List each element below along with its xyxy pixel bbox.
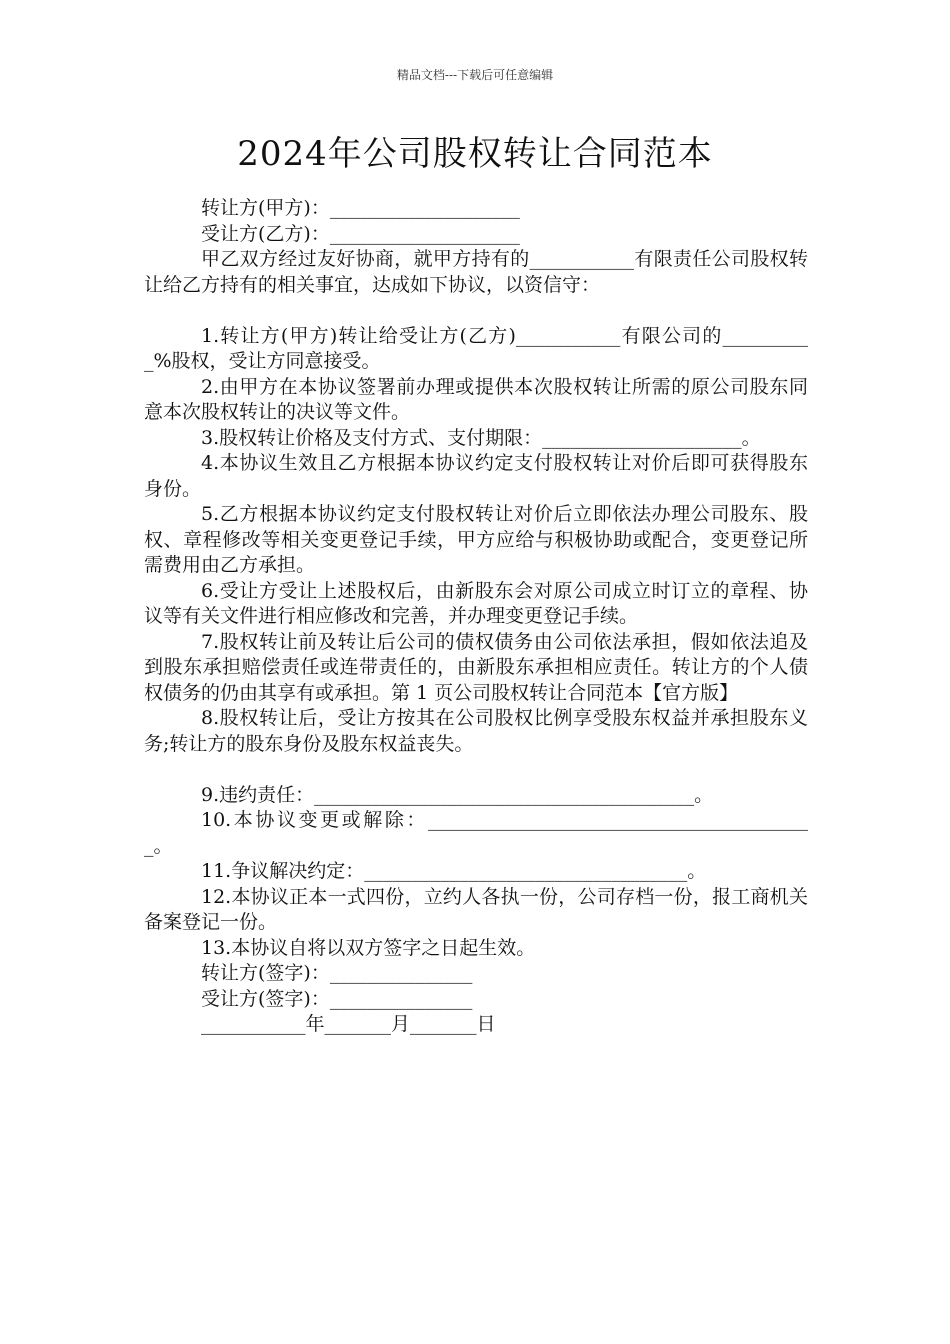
clause-10: 10.本协议变更或解除：_________________________________________。 [144, 809, 808, 857]
transferor-signature: 转让方(签字)：_______________ [201, 962, 473, 984]
signing-date: ___________年_______月_______日 [201, 1013, 496, 1035]
clause-8: 8.股权转让后，受让方按其在公司股权比例享受股东权益并承担股东义务;转让方的股东身份及股东权益丧失。 [144, 707, 808, 755]
clause-13: 13.本协议自将以双方签字之日起生效。 [201, 936, 536, 959]
transferee-signature: 受让方(签字)：_______________ [201, 987, 473, 1010]
page-header: 精品文档---下载后可任意编辑 [396, 68, 554, 82]
transferor-line: 转让方(甲方)：____________________ [201, 197, 520, 219]
clause-4: 4.本协议生效且乙方根据本协议约定支付股权转让对价后即可获得股东身份。 [144, 452, 808, 500]
transferee-line: 受让方(乙方)：____________________ [201, 222, 520, 245]
clause-3: 3.股权转让价格及支付方式、支付期限：_____________________。 [201, 426, 761, 449]
clause-12: 12.本协议正本一式四份，立约人各执一份，公司存档一份，报工商机关备案登记一份。 [144, 885, 808, 933]
clause-9: 9.违约责任：________________________________________。 [201, 783, 714, 806]
clause-5: 5.乙方根据本协议约定支付股权转让对价后立即依法办理公司股东、股权、章程修改等相关变更登记手续，甲方应给与积极协助或配合，变更登记所需费用由乙方承担。 [144, 503, 808, 576]
intro-paragraph: 甲乙双方经过友好协商，就甲方持有的___________有限责任公司股权转让给乙方持有的相关事宜，达成如下协议，以资信守： [144, 248, 808, 296]
clause-11: 11.争议解决约定：__________________________________。 [201, 860, 707, 882]
contract-body [144, 196, 808, 1038]
clause-1: 1.转让方(甲方)转让给受让方(乙方)___________有限公司的__________%股权，受让方同意接受。 [144, 324, 808, 372]
clause-2: 2.由甲方在本协议签署前办理或提供本次股权转让所需的原公司股东同意本次股权转让的决议等文件。 [144, 375, 808, 423]
document-title: 2024年公司股权转让合同范本 [237, 134, 713, 174]
clause-7: 7.股权转让前及转让后公司的债权债务由公司依法承担，假如依法追及到股东承担赔偿责任或连带责任的，由新股东承担相应责任。转让方的个人债权债务的仍由其享有或承担。第 1 页公司股权转让合同范本【官方版】 [144, 630, 808, 704]
clause-6: 6.受让方受让上述股权后，由新股东会对原公司成立时订立的章程、协议等有关文件进行相应修改和完善，并办理变更登记手续。 [144, 579, 808, 627]
